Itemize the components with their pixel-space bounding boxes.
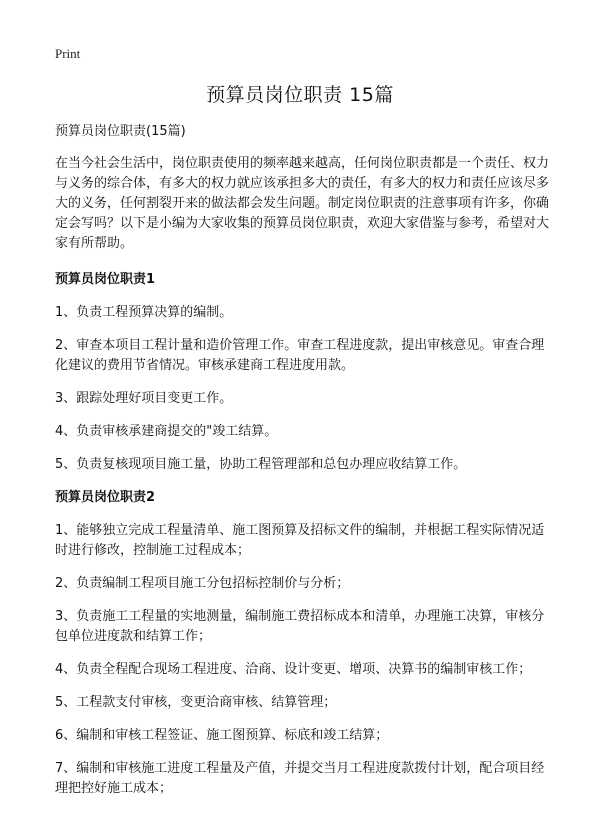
list-item: 5、负责复核现项目施工量，协助工程管理部和总包办理应收结算工作。 xyxy=(55,457,467,472)
section-2 xyxy=(55,488,555,799)
list-item: 1、能够独立完成工程量清单、施工图预算及招标文件的编制，并根据工程实际情况适时进行修改，控制施工过程成本； xyxy=(55,523,545,558)
document-subtitle: 预算员岗位职责(15篇) xyxy=(55,124,186,139)
list-item: 6、编制和审核工程签证、施工图预算、标底和竣工结算； xyxy=(55,728,389,743)
list-item: 7、编制和审核施工进度工程量及产值，并提交当月工程进度款拨付计划，配合项目经理把控好施工成本； xyxy=(55,761,545,796)
list-item: 3、负责施工工程量的实地测量，编制施工费招标成本和清单，办理施工决算，审核分包单位进度款和结算工作； xyxy=(55,609,545,644)
section-heading: 预算员岗位职责1 xyxy=(55,272,156,287)
list-item: 2、审查本项目工程计量和造价管理工作。审查工程进度款，提出审核意见。审查合理化建议的费用节省情况。审核承建商工程进度用款。 xyxy=(55,338,545,373)
section-heading: 预算员岗位职责2 xyxy=(55,490,156,505)
list-item: 4、负责全程配合现场工程进度、洽商、设计变更、增项、决算书的编制审核工作； xyxy=(55,662,532,677)
list-item: 2、负责编制工程项目施工分包招标控制价与分析； xyxy=(55,576,350,591)
document-title: 预算员岗位职责 15篇 xyxy=(206,84,394,106)
list-item: 4、负责审核承建商提交的"竣工结算。 xyxy=(55,424,278,439)
list-item: 3、跟踪处理好项目变更工作。 xyxy=(55,391,233,406)
print-link[interactable]: Print xyxy=(55,46,81,61)
list-item: 5、工程款支付审核，变更洽商审核、结算管理； xyxy=(55,695,337,710)
section-1 xyxy=(55,270,555,475)
intro-paragraph: 在当今社会生活中，岗位职责使用的频率越来越高，任何岗位职责都是一个责任、权力与义务的综合体，有多大的权力就应该承担多大的责任，有多大的权力和责任应该尽多大的义务，任何割裂开来的做法都会发生问题。制定岗位职责的注意事项有许多，你确定会写吗？以下是小编为大家收集的预算员岗位职责，欢迎大家借鉴与参考，希望对大家有所帮助。 xyxy=(55,156,550,251)
document-body xyxy=(55,122,555,812)
list-item: 1、负责工程预算决算的编制。 xyxy=(55,305,233,320)
